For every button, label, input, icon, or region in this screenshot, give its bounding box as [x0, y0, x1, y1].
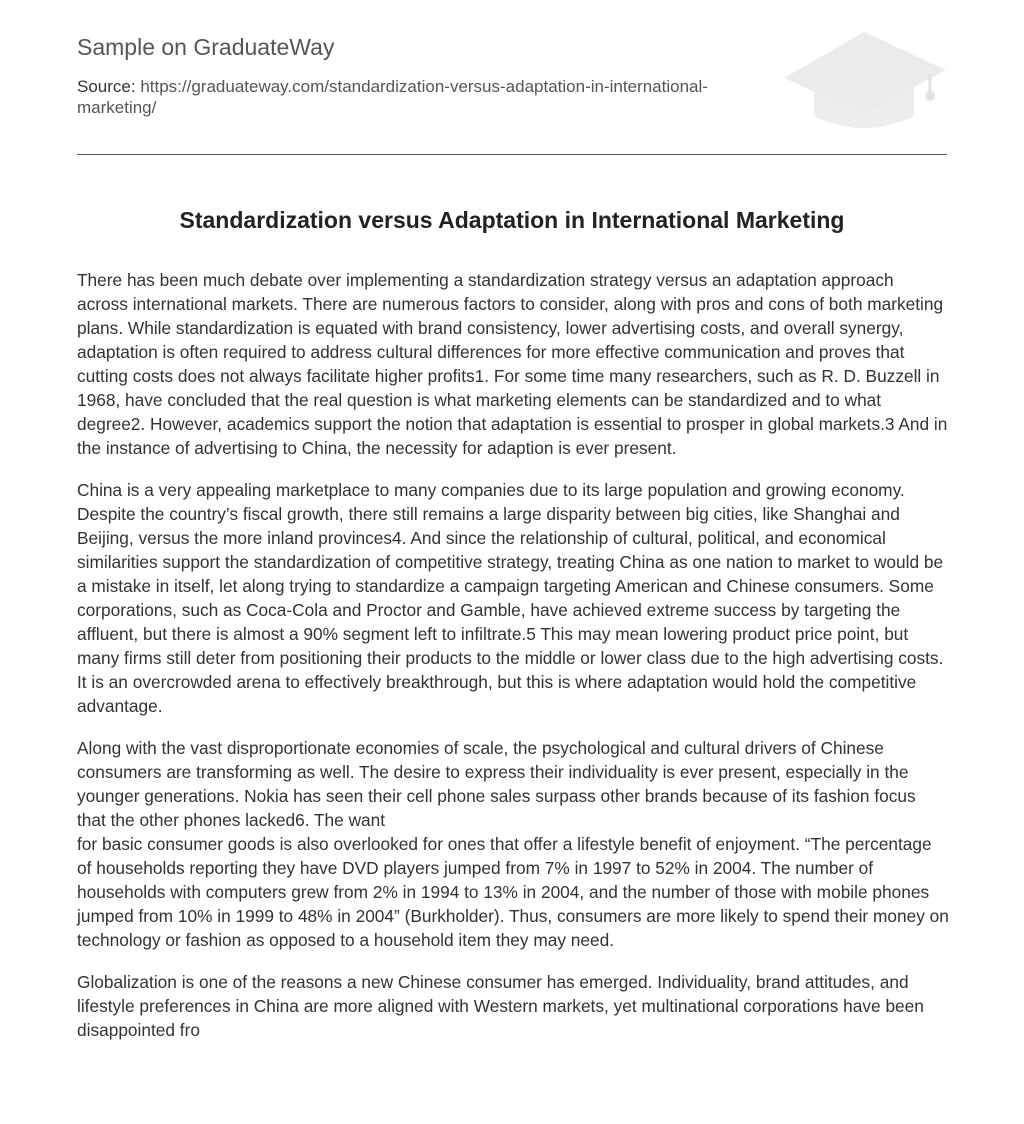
article-body [77, 268, 949, 1060]
paragraph-3: Along with the vast disproportionate economies of scale, the psychological and cultural drivers of Chinese consumers are transforming as well. The desire to express their individuality is ever present, especially in the younger generations. Nokia has seen their cell phone sales surpass other brands because of its fashion focus that the other phones lacked6. The want [77, 738, 916, 830]
paragraph-3-continued: for basic consumer goods is also overlooked for ones that offer a lifestyle benefit of enjoyment. “The percentage of households reporting they have DVD players jumped from 7% in 1997 to 52% in 2004. The number of households with computers grew from 2% in 1994 to 13% in 2004, and the number of those with mobile phones jumped from 10% in 1999 to 48% in 2004” (Burkholder). Thus, consumers are more likely to spend their money on technology or fashion as opposed to a household item they may need. [77, 834, 949, 950]
document-title: Standardization versus Adaptation in International Marketing [179, 207, 845, 233]
site-title: Sample on GraduateWay [77, 34, 335, 60]
paragraph-1: There has been much debate over implementing a standardization strategy versus an adaptation approach across international markets. There are numerous factors to consider, along with pros and cons of both marketing plans. While standardization is equated with brand consistency, lower advertising costs, and overall synergy, adaptation is often required to address cultural differences for more effective communication and proves that cutting costs does not always facilitate higher profits1. For some time many researchers, such as R. D. Buzzell in 1968, have concluded that the real question is what marketing elements can be standardized and to what degree2. However, academics support the notion that adaptation is essential to prosper in global markets.3 And in the instance of advertising to China, the necessity for adaption is ever present. [77, 270, 948, 458]
source-link[interactable]: https://graduateway.com/standardization-versus-adaptation-in-international-marketing/ [77, 77, 708, 117]
paragraph-4: Globalization is one of the reasons a new Chinese consumer has emerged. Individuality, brand attitudes, and lifestyle preferences in China are more aligned with Western markets, yet multinational corporations have been disappointed fro [77, 972, 924, 1040]
paragraph-2: China is a very appealing marketplace to many companies due to its large population and growing economy. Despite the country’s fiscal growth, there still remains a large disparity between big cities, like Shanghai and Beijing, versus the more inland provinces4. And since the relationship of cultural, political, and economical similarities support the standardization of competitive strategy, treating China as one nation to market to would be a mistake in itself, let along trying to standardize a campaign targeting American and Chinese consumers. Some corporations, such as Coca-Cola and Proctor and Gamble, have achieved extreme success by targeting the affluent, but there is almost a 90% segment left to infiltrate.5 This may mean lowering product price point, but many firms still deter from positioning their products to the middle or lower class due to the high advertising costs. It is an overcrowded arena to effectively breakthrough, but this is where adaptation would hold the competitive advantage. [77, 480, 944, 716]
graduation-cap-icon [780, 30, 950, 134]
page-header [77, 30, 777, 118]
header-divider [77, 154, 947, 155]
source-label: Source: [77, 77, 141, 96]
source-line [77, 76, 767, 118]
